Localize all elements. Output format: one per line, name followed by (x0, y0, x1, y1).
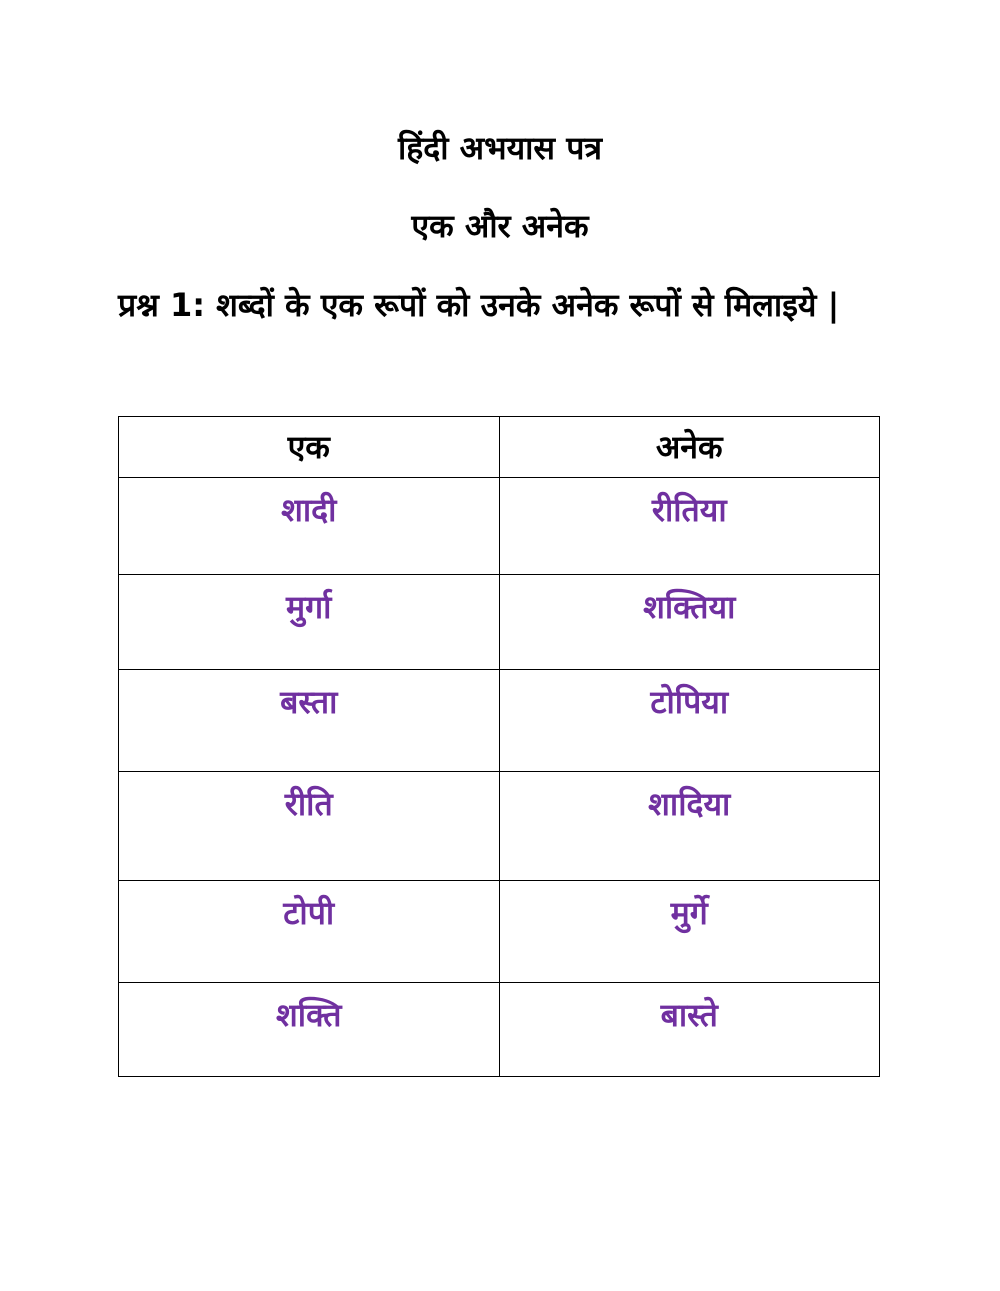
header-ek: एक (119, 417, 500, 478)
word-ek: मुर्गा (286, 588, 332, 626)
table-row (119, 575, 880, 670)
cell-anek (499, 478, 880, 575)
word-anek: टोपिया (650, 683, 729, 721)
worksheet-title: हिंदी अभयास पत्र (397, 129, 603, 167)
table-row (119, 983, 880, 1077)
word-ek: शक्ति (276, 996, 342, 1034)
table-header-row (119, 417, 880, 478)
table-row (119, 670, 880, 772)
word-ek: टोपी (283, 894, 335, 932)
cell-anek (499, 772, 880, 881)
cell-anek (499, 881, 880, 983)
cell-ek (119, 881, 500, 983)
cell-ek (119, 772, 500, 881)
word-anek: शक्तिया (643, 588, 736, 626)
table-row (119, 478, 880, 575)
question-text: प्रश्न 1: शब्दों के एक रूपों को उनके अनेक रूपों से मिलाइये | (118, 286, 840, 324)
table-row (119, 772, 880, 881)
cell-ek (119, 478, 500, 575)
word-anek: बास्ते (660, 996, 718, 1034)
cell-anek (499, 575, 880, 670)
word-anek: शादिया (648, 785, 731, 823)
word-ek: बस्ता (280, 683, 338, 721)
worksheet-subtitle: एक और अनेक (411, 207, 589, 245)
word-anek: मुर्गे (670, 894, 708, 932)
cell-ek (119, 670, 500, 772)
word-anek: रीतिया (651, 491, 727, 529)
cell-ek (119, 575, 500, 670)
matching-table (118, 416, 880, 1077)
word-ek: रीति (284, 785, 333, 823)
cell-anek (499, 670, 880, 772)
cell-anek (499, 983, 880, 1077)
word-ek: शादी (281, 491, 337, 529)
cell-ek (119, 983, 500, 1077)
header-anek: अनेक (499, 417, 880, 478)
table-row (119, 881, 880, 983)
